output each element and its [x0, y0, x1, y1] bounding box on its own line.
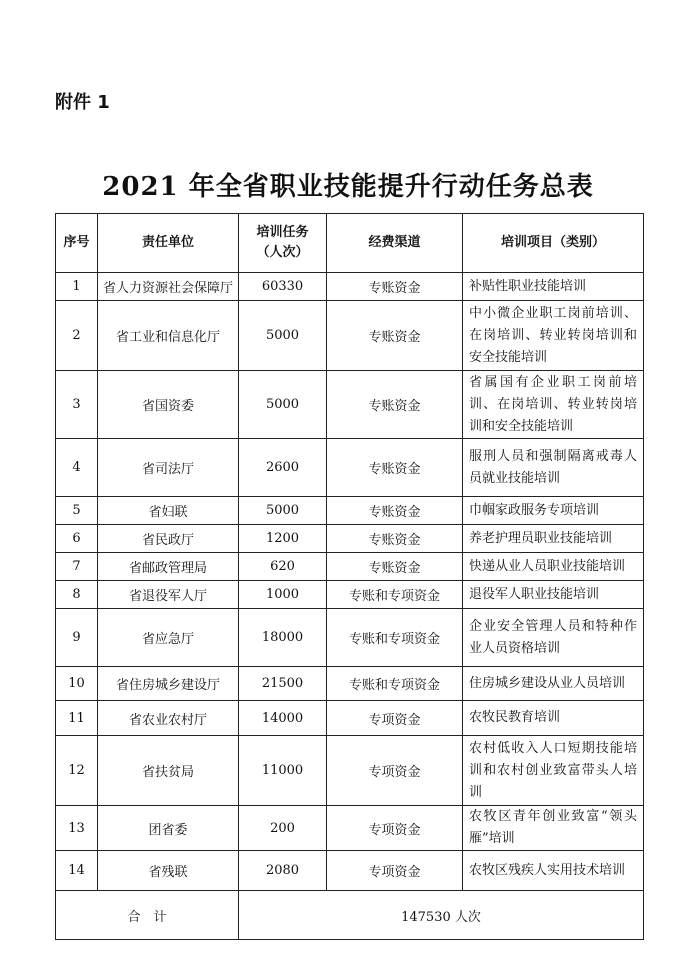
row-funding: 专项资金 [327, 701, 463, 736]
total-label: 合 计 [56, 891, 239, 940]
table-row [56, 371, 644, 439]
row-project: 省属国有企业职工岗前培训、在岗培训、转业转岗培训和安全技能培训 [463, 371, 644, 439]
row-funding: 专账资金 [327, 301, 463, 371]
header-funding: 经费渠道 [327, 214, 463, 273]
row-index: 2 [56, 301, 98, 371]
row-index: 4 [56, 439, 98, 497]
row-unit: 团省委 [98, 806, 239, 851]
table-row [56, 525, 644, 553]
table-header-row [56, 214, 644, 273]
page-title: 2021 年全省职业技能提升行动任务总表 [102, 172, 594, 202]
table-row [56, 439, 644, 497]
row-project: 退役军人职业技能培训 [463, 581, 644, 609]
row-index: 7 [56, 553, 98, 581]
row-task: 1000 [239, 581, 327, 609]
row-unit: 省农业农村厅 [98, 701, 239, 736]
row-funding: 专账和专项资金 [327, 609, 463, 667]
row-index: 1 [56, 273, 98, 301]
row-project: 快递从业人员职业技能培训 [463, 553, 644, 581]
row-task: 60330 [239, 273, 327, 301]
row-task: 5000 [239, 371, 327, 439]
row-index: 13 [56, 806, 98, 851]
header-unit: 责任单位 [98, 214, 239, 273]
table-row [56, 736, 644, 806]
row-project: 养老护理员职业技能培训 [463, 525, 644, 553]
row-funding: 专账和专项资金 [327, 667, 463, 701]
total-row [56, 891, 644, 940]
table-row [56, 667, 644, 701]
table-row [56, 301, 644, 371]
row-task: 1200 [239, 525, 327, 553]
table-row [56, 497, 644, 525]
row-project: 农牧民教育培训 [463, 701, 644, 736]
row-task: 200 [239, 806, 327, 851]
row-task: 2080 [239, 851, 327, 891]
row-project: 农村低收入人口短期技能培训和农村创业致富带头人培训 [463, 736, 644, 806]
row-index: 8 [56, 581, 98, 609]
row-project: 农牧区残疾人实用技术培训 [463, 851, 644, 891]
row-funding: 专项资金 [327, 851, 463, 891]
table-row [56, 609, 644, 667]
table-row [56, 806, 644, 851]
row-index: 11 [56, 701, 98, 736]
header-task-line1: 培训任务 [256, 225, 309, 240]
row-unit: 省民政厅 [98, 525, 239, 553]
row-index: 9 [56, 609, 98, 667]
row-unit: 省扶贫局 [98, 736, 239, 806]
row-unit: 省人力资源社会保障厅 [98, 273, 239, 301]
row-index: 14 [56, 851, 98, 891]
row-unit: 省司法厅 [98, 439, 239, 497]
row-unit: 省国资委 [98, 371, 239, 439]
row-unit: 省住房城乡建设厅 [98, 667, 239, 701]
row-task: 14000 [239, 701, 327, 736]
table-row [56, 273, 644, 301]
row-index: 10 [56, 667, 98, 701]
row-task: 620 [239, 553, 327, 581]
row-project: 农牧区青年创业致富“领头雁”培训 [463, 806, 644, 851]
header-task [239, 214, 327, 273]
row-unit: 省应急厅 [98, 609, 239, 667]
row-task: 18000 [239, 609, 327, 667]
row-task: 11000 [239, 736, 327, 806]
header-task-line2: （人次） [256, 245, 309, 260]
row-unit: 省退役军人厅 [98, 581, 239, 609]
row-project: 服刑人员和强制隔离戒毒人员就业技能培训 [463, 439, 644, 497]
row-funding: 专项资金 [327, 736, 463, 806]
table-row [56, 701, 644, 736]
row-unit: 省残联 [98, 851, 239, 891]
row-funding: 专账资金 [327, 273, 463, 301]
row-funding: 专账资金 [327, 497, 463, 525]
row-project: 企业安全管理人员和特种作业人员资格培训 [463, 609, 644, 667]
row-unit: 省妇联 [98, 497, 239, 525]
row-project: 巾帼家政服务专项培训 [463, 497, 644, 525]
header-project: 培训项目（类别） [463, 214, 644, 273]
row-task: 21500 [239, 667, 327, 701]
table-row [56, 553, 644, 581]
row-funding: 专账资金 [327, 525, 463, 553]
attachment-label: 附件 1 [55, 92, 110, 113]
header-index: 序号 [56, 214, 98, 273]
row-project: 中小微企业职工岗前培训、在岗培训、转业转岗培训和安全技能培训 [463, 301, 644, 371]
row-project: 补贴性职业技能培训 [463, 273, 644, 301]
task-table [55, 213, 644, 940]
row-index: 3 [56, 371, 98, 439]
row-unit: 省工业和信息化厅 [98, 301, 239, 371]
row-project: 住房城乡建设从业人员培训 [463, 667, 644, 701]
row-task: 5000 [239, 497, 327, 525]
row-unit: 省邮政管理局 [98, 553, 239, 581]
row-index: 12 [56, 736, 98, 806]
row-task: 2600 [239, 439, 327, 497]
row-funding: 专账资金 [327, 371, 463, 439]
row-index: 5 [56, 497, 98, 525]
total-value: 147530 人次 [239, 891, 644, 940]
row-index: 6 [56, 525, 98, 553]
table-row [56, 581, 644, 609]
table-row [56, 851, 644, 891]
row-funding: 专账和专项资金 [327, 581, 463, 609]
row-task: 5000 [239, 301, 327, 371]
row-funding: 专项资金 [327, 806, 463, 851]
row-funding: 专账资金 [327, 439, 463, 497]
row-funding: 专账资金 [327, 553, 463, 581]
